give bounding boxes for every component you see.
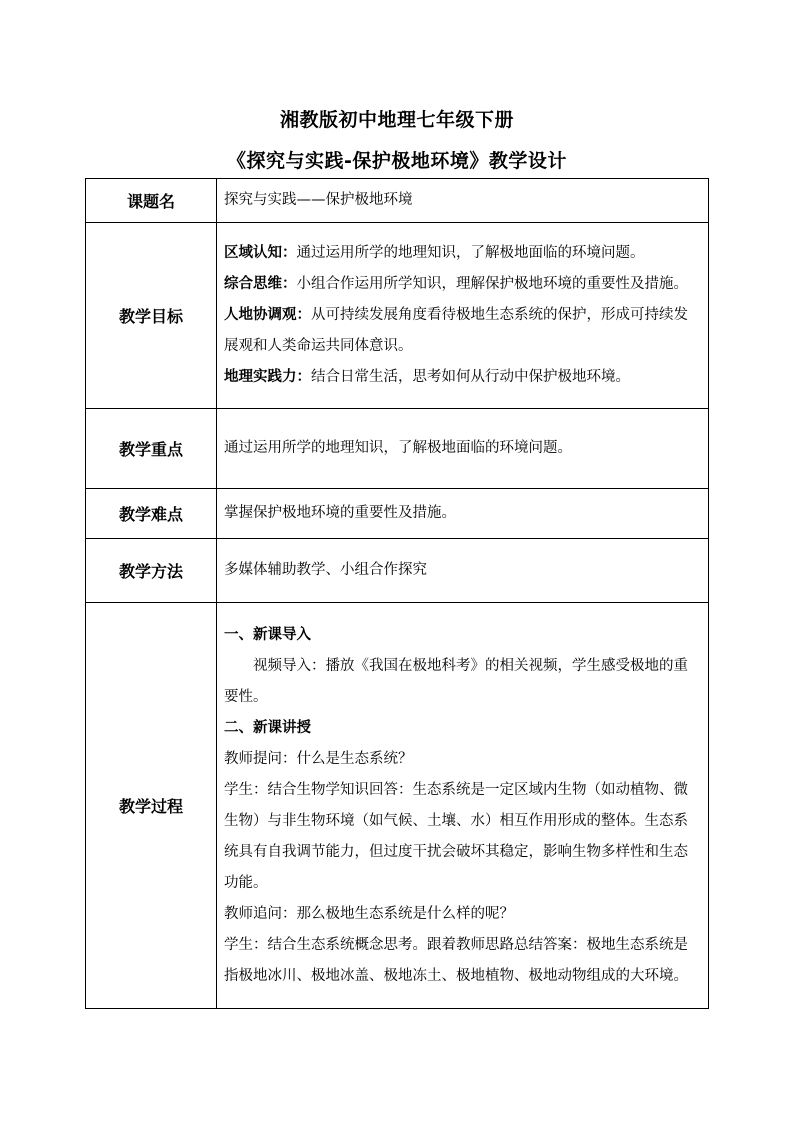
lesson-plan-table [85, 178, 709, 1009]
row-label-topic: 课题名 [86, 179, 217, 223]
goal-text: 结合日常生活，思考如何从行动中保护极地环境。 [311, 369, 630, 385]
row-label-process: 教学过程 [86, 603, 217, 1009]
row-label-key-points: 教学重点 [86, 409, 217, 489]
table-row-goals [86, 223, 709, 409]
student-answer: 学生：结合生物学知识回答：生态系统是一定区域内生物（如动植物、微生物）与非生物环境（如气候、土壤、水）相互作用形成的整体。生态系统具有自我调节能力，但过度干扰会破坏其稳定，影响生物多样性和生态功能。 [224, 781, 688, 891]
goal-item [224, 300, 700, 362]
goal-text: 从可持续发展角度看待极地生态系统的保护，形成可持续发展观和人类命运共同体意识。 [224, 307, 688, 354]
goal-key: 人地协调观： [224, 307, 311, 323]
goal-text: 小组合作运用所学知识，理解保护极地环境的重要性及措施。 [296, 276, 688, 292]
row-label-goals: 教学目标 [86, 223, 217, 409]
row-content-process [217, 603, 709, 1009]
row-content-goals [217, 223, 709, 409]
table-row-methods [86, 539, 709, 603]
section-title: 一、新课导入 [224, 626, 311, 643]
row-content-key-points: 通过运用所学的地理知识，了解极地面临的环境问题。 [217, 409, 709, 489]
goal-key: 区域认知： [224, 245, 297, 261]
goal-item [224, 362, 700, 393]
table-row-difficulties [86, 489, 709, 539]
goal-key: 地理实践力： [224, 369, 311, 385]
row-label-methods: 教学方法 [86, 539, 217, 603]
table-row-topic [86, 179, 709, 223]
table-row-process [86, 603, 709, 1009]
student-answer: 学生：结合生态系统概念思考。跟着教师思路总结答案：极地生态系统是指极地冰川、极地冰盖、极地冻土、极地植物、极地动物组成的大环境。 [224, 936, 688, 984]
row-content-difficulties: 掌握保护极地环境的重要性及措施。 [217, 489, 709, 539]
document-title: 湘教版初中地理七年级下册 [279, 109, 514, 131]
table-row-key-points [86, 409, 709, 489]
document-subtitle: 《探究与实践-保护极地环境》教学设计 [227, 150, 567, 172]
row-label-difficulties: 教学难点 [86, 489, 217, 539]
goal-item [224, 269, 700, 300]
goal-key: 综合思维： [224, 276, 297, 292]
teacher-question: 教师追问：那么极地生态系统是什么样的呢？ [224, 905, 514, 922]
section-title: 二、新课讲授 [224, 719, 311, 736]
row-content-topic: 探究与实践——保护极地环境 [217, 179, 709, 223]
goal-item [224, 238, 700, 269]
goal-text: 通过运用所学的地理知识，了解极地面临的环境问题。 [296, 245, 645, 261]
teacher-question: 教师提问：什么是生态系统？ [224, 750, 413, 767]
row-content-methods: 多媒体辅助教学、小组合作探究 [217, 539, 709, 603]
section-paragraph: 视频导入：播放《我国在极地科考》的相关视频，学生感受极地的重要性。 [224, 657, 688, 705]
